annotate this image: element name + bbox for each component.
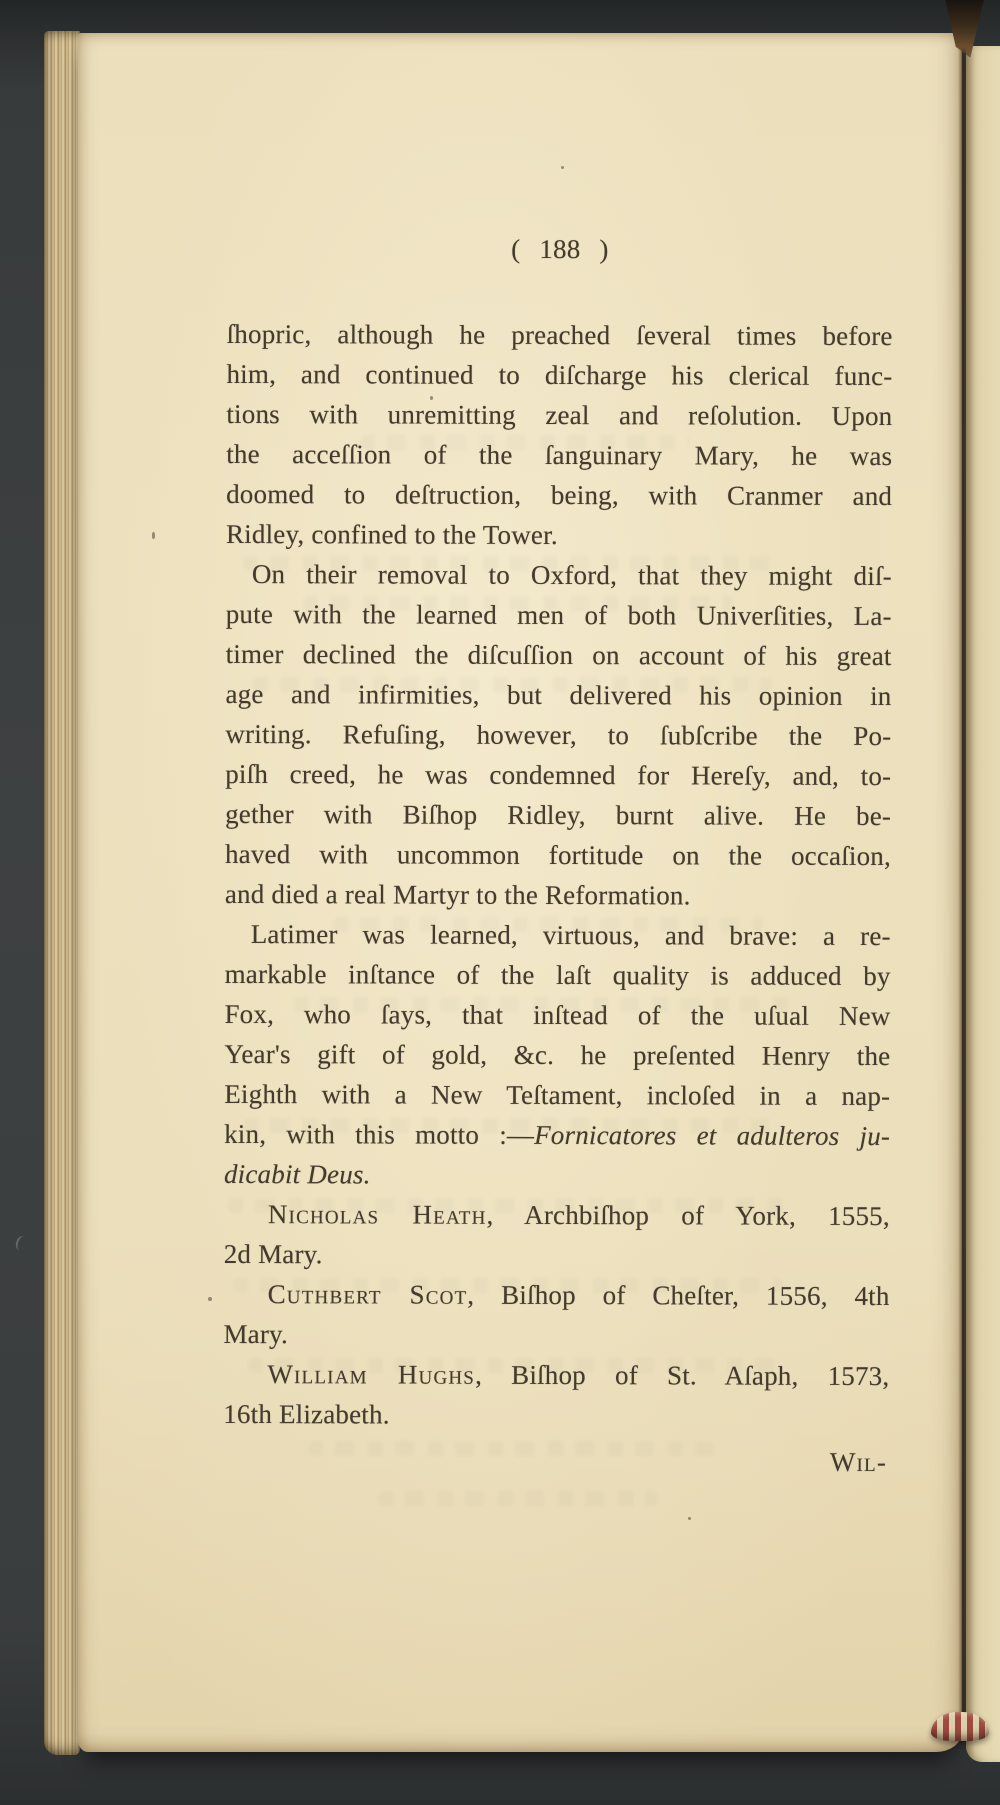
paper-speck xyxy=(208,1297,212,1301)
person-name: Cuthbert Scot xyxy=(267,1279,468,1310)
text-line: gether with Biſhop Ridley, burnt alive. He be- xyxy=(225,798,892,832)
text-line: tions with unremitting zeal and reſolution. Upon xyxy=(226,398,893,432)
paragraph xyxy=(224,914,891,1196)
catchword: Wil- xyxy=(829,1446,888,1478)
text-line: Year's gift of gold, &c. he preſented Henry the xyxy=(224,1038,891,1072)
text-line: and died a real Martyr to the Reformation. xyxy=(224,878,691,911)
paragraph xyxy=(223,1354,889,1436)
person-name: Nicholas Heath xyxy=(267,1199,487,1230)
text-line: Fox, who ſays, that inſtead of the uſual New xyxy=(224,998,891,1032)
page-number: ( 188 ) xyxy=(511,233,609,265)
text-line: ſhopric, although he preached ſeveral times before xyxy=(226,318,893,352)
paragraph xyxy=(225,554,892,916)
text-line: age and infirmities, but delivered his opinion in xyxy=(225,678,892,712)
text-line: doomed to deſtruction, being, with Cranmer and xyxy=(226,478,893,512)
person-title: , Biſhop of Cheſter, 1556, 4th xyxy=(467,1279,890,1312)
paper-speck xyxy=(561,166,564,169)
text-line: Latimer was learned, virtuous, and brave: a re- xyxy=(250,919,891,952)
paragraph xyxy=(223,1274,889,1356)
motto-lead: kin, with this motto :— xyxy=(224,1118,535,1150)
text-line: timer declined the diſcuſſion on account of his great xyxy=(225,638,892,672)
person-title: , Archbiſhop of York, 1555, xyxy=(486,1199,890,1232)
text-line: 2d Mary. xyxy=(223,1238,323,1270)
endband xyxy=(931,1712,989,1741)
text-line: 16th Elizabeth. xyxy=(223,1398,390,1430)
adjacent-page xyxy=(966,46,1000,1762)
text-line: him, and continued to diſcharge his clerical func- xyxy=(226,358,893,392)
gutter-shadow xyxy=(958,41,966,1741)
text-line: piſh creed, he was condemned for Hereſy, and, to- xyxy=(225,758,892,792)
show-through xyxy=(378,1491,658,1506)
text-line xyxy=(223,1354,889,1396)
person-title: , Biſhop of St. Aſaph, 1573, xyxy=(475,1359,890,1392)
printed-text xyxy=(223,228,893,1482)
text-line: markable inſtance of the laſt quality is adduced by xyxy=(224,958,891,992)
text-line: Eighth with a New Teſtament, incloſed in a nap- xyxy=(224,1078,891,1112)
text-line: haved with uncommon fortitude on the occaſion, xyxy=(224,838,892,872)
book-page xyxy=(78,33,962,1752)
paper-speck xyxy=(688,1517,691,1520)
latin-motto-end: dicabit Deus. xyxy=(223,1158,371,1190)
backdrop-mark xyxy=(14,1235,30,1253)
text-line xyxy=(224,1194,890,1236)
text-line: On their removal to Oxford, that they might diſ- xyxy=(251,559,892,592)
paper-speck xyxy=(152,532,155,539)
person-name: William Hughs xyxy=(267,1359,476,1390)
text-line xyxy=(224,1274,890,1316)
text-line xyxy=(224,1114,890,1156)
text-line: writing. Refuſing, however, to ſubſcribe the Po- xyxy=(225,718,892,752)
paragraph xyxy=(226,314,893,556)
page-edge-stack xyxy=(44,31,80,1755)
text-line: the acceſſion of the ſanguinary Mary, he was xyxy=(226,438,893,472)
text-line: pute with the learned men of both Univerſities, La- xyxy=(225,598,892,632)
text-line: Ridley, confined to the Tower. xyxy=(225,518,558,550)
paragraph xyxy=(224,1194,890,1276)
text-line: Mary. xyxy=(223,1318,289,1350)
latin-motto: Fornicatores et adulteros ju- xyxy=(534,1119,891,1152)
